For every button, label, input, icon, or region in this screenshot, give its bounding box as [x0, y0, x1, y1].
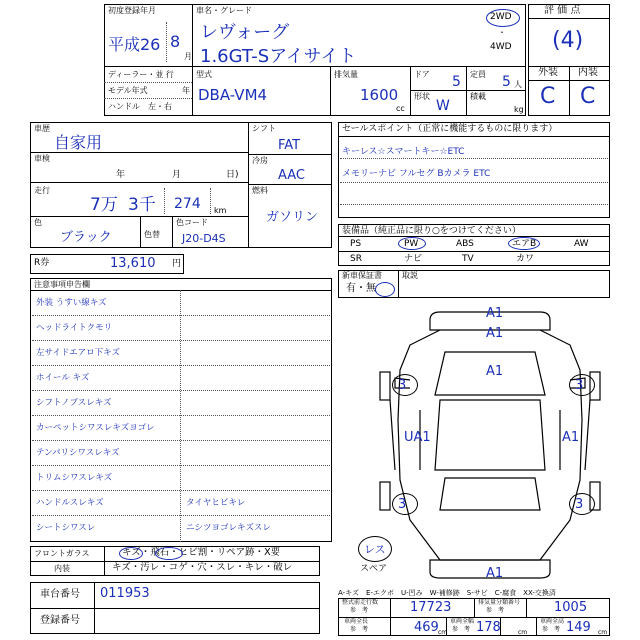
r-ticket-value: 13,610	[110, 256, 156, 271]
legend: A-キズ E-エクボ U-凹み W-補修跡 S-サビ C-腐食 XX-交換済	[338, 589, 556, 597]
note-item-left: 左サイドエアロ下キズ	[36, 348, 120, 358]
displacement-label: 排気量	[334, 70, 358, 79]
m2-label-b: 参 考	[486, 607, 505, 614]
damage-mark: 3	[575, 497, 584, 512]
note-item-left: トリムシワスレキズ	[36, 473, 113, 483]
m2-label-a: 排気量分類番号	[478, 599, 521, 606]
equip-abs: ABS	[456, 239, 474, 249]
note-item-left: カーペットシワスレキズヨゴレ	[36, 423, 155, 433]
car-name: レヴォーグ	[200, 22, 290, 43]
damage-mark: A1	[486, 364, 504, 379]
reg-date-label: 初度登録年月	[108, 6, 156, 15]
equip-pw: PW	[404, 239, 419, 249]
shift-label: シフト	[252, 124, 276, 133]
equip-navi: ナビ	[404, 254, 423, 264]
m1-value: 17723	[410, 600, 452, 615]
note-item-left: シフトノブスレキズ	[36, 398, 112, 408]
inspection-year-unit: 年	[116, 170, 126, 180]
damage-mark: UA1	[404, 430, 431, 445]
type-label: 型式	[196, 70, 212, 79]
notes-label: 注意事項申告欄	[34, 280, 90, 289]
interior-cond-options: キズ・汚レ・コゲ・穴・スレ・キレ・破レ	[112, 562, 293, 573]
damage-mark: 3	[398, 378, 407, 393]
rating-label: 評 価 点	[544, 5, 581, 16]
chassis-label: 車台番号	[40, 589, 80, 600]
note-item-left: 外装 うすい線キズ	[36, 298, 107, 308]
m4-label-b: 参 考	[452, 626, 471, 633]
shape-label: 形状	[414, 92, 430, 101]
interior-cond-label: 内装	[54, 564, 70, 573]
interior-grade: C	[580, 84, 596, 109]
front-glass-label: フロントガラス	[34, 549, 90, 558]
car-name-label: 車名・グレード	[196, 6, 252, 15]
note-item-left: ホイール キズ	[36, 373, 90, 383]
damage-mark: A1	[562, 430, 580, 445]
mileage-rest: 274	[174, 196, 201, 212]
drive-dot: ・	[498, 28, 506, 37]
exterior-grade: C	[540, 84, 556, 109]
handle-label: ハンドル 左・右	[108, 102, 172, 111]
note-item-left: ヘッドライトクモリ	[36, 323, 113, 333]
mileage-sen: 3千	[128, 195, 156, 215]
fuel-label: 燃料	[252, 186, 268, 195]
note-item-left: テンパリシワスレキズ	[36, 448, 120, 458]
note-item-right: タイヤヒビキレ	[186, 498, 246, 508]
door-label: ドア	[414, 70, 430, 79]
load-label: 積載	[470, 92, 486, 101]
color-change-label: 色替	[144, 230, 160, 239]
m5-label-a: 車両全高	[540, 618, 565, 625]
warranty-label: 新車保証書	[342, 271, 382, 280]
kg-unit: kg	[514, 105, 524, 114]
model-year-label: モデル年式	[108, 86, 148, 95]
ac-label: 冷房	[252, 156, 268, 165]
capacity-value: 5	[502, 74, 511, 90]
inspection-month-unit: 月	[172, 170, 182, 180]
km-unit: km	[214, 206, 227, 215]
m3-label-b: 参 考	[350, 626, 369, 633]
damage-mark: A1	[486, 326, 504, 341]
equipment-label: 装備品（純正品に限り○をつけてください）	[342, 226, 521, 236]
reg-era: 平成26	[108, 35, 161, 54]
displacement-value: 1600	[360, 86, 399, 104]
history-label: 車歴	[34, 124, 50, 133]
r-ticket-label: R券	[34, 258, 50, 268]
spare-circle-text: レス	[364, 543, 386, 556]
equip-aw: AW	[574, 239, 589, 249]
warranty-options: 有・無	[346, 283, 376, 294]
damage-mark: 3	[398, 497, 407, 512]
front-glass-options: キズ・飛石・ヒビ割・リペア跡・X要	[122, 547, 281, 558]
cc-unit: cc	[396, 104, 405, 113]
reg-number-label: 登録番号	[40, 615, 80, 626]
sales-point-label: セールスポイント（正常に機能するものに限ります）	[342, 124, 558, 134]
dealer-label: ディーラー・並 行	[108, 70, 174, 79]
m1-label-a: 整式前走行数	[342, 599, 379, 606]
sales-point-line2: メモリーナビ フルセグ Bカメラ ETC	[342, 169, 491, 179]
manual-label: 取説	[402, 271, 418, 280]
m1-label-b: 参 考	[350, 607, 369, 614]
color-code-value: J20-D4S	[182, 232, 226, 245]
equip-tv: TV	[462, 254, 474, 264]
m4-unit: cm	[518, 629, 528, 636]
fuel-value: ガソリン	[266, 210, 319, 225]
note-item-left: シートシワスレ	[36, 523, 96, 533]
reg-month: 8	[170, 32, 181, 51]
m3-label-a: 車両全長	[344, 618, 369, 625]
inspection-day-unit: 日)	[226, 170, 239, 180]
damage-mark: A1	[486, 306, 504, 321]
type-value: DBA-VM4	[198, 86, 268, 104]
m2-value: 1005	[554, 600, 588, 615]
history-value: 自家用	[54, 133, 103, 152]
color-code-label: 色コード	[176, 218, 208, 227]
door-value: 5	[452, 74, 461, 90]
m5-unit: cm	[598, 629, 608, 636]
drive-2wd: 2WD	[490, 12, 512, 22]
rating-score: (4)	[552, 28, 584, 53]
exterior-label: 外装	[538, 67, 558, 78]
m5-label-b: 参 考	[542, 626, 561, 633]
color-value: ブラック	[60, 230, 112, 245]
equip-airbag: エアB	[512, 239, 537, 249]
drive-4wd: 4WD	[490, 42, 512, 52]
m5-value: 149	[566, 620, 591, 635]
m4-value: 178	[476, 620, 501, 635]
mileage-label: 走行	[34, 186, 50, 195]
equip-leather: カワ	[516, 254, 535, 264]
note-item-left: ハンドルスレキズ	[36, 498, 104, 508]
equip-sr: SR	[350, 254, 362, 264]
interior-label: 内装	[578, 67, 598, 78]
shape-value: W	[436, 98, 450, 114]
m3-unit: cm	[438, 629, 448, 636]
capacity-label: 定員	[470, 70, 486, 79]
chassis-value: 011953	[100, 586, 150, 601]
damage-mark: 3	[575, 378, 584, 393]
shift-value: FAT	[278, 138, 301, 153]
capacity-unit: 人	[514, 80, 522, 89]
model-year-unit: 年	[182, 86, 190, 95]
note-item-right: ニシツヨゴレキズスレ	[186, 523, 271, 533]
sales-point-line1: キーレス☆スマートキー☆ETC	[342, 147, 465, 157]
r-ticket-unit: 円	[172, 259, 182, 269]
car-grade: 1.6GT-Sアイサイト	[200, 46, 357, 67]
reg-month-unit: 月	[184, 52, 192, 61]
m3-value: 469	[414, 620, 439, 635]
equip-ps: PS	[350, 239, 362, 249]
damage-mark: A1	[486, 566, 504, 581]
ac-value: AAC	[278, 168, 305, 183]
spare-label: スペア	[360, 564, 388, 574]
m4-label-a: 車両全幅	[450, 618, 475, 625]
color-label: 色	[34, 218, 42, 227]
inspection-label: 車検	[34, 154, 50, 163]
mileage-man: 7万	[90, 195, 118, 215]
